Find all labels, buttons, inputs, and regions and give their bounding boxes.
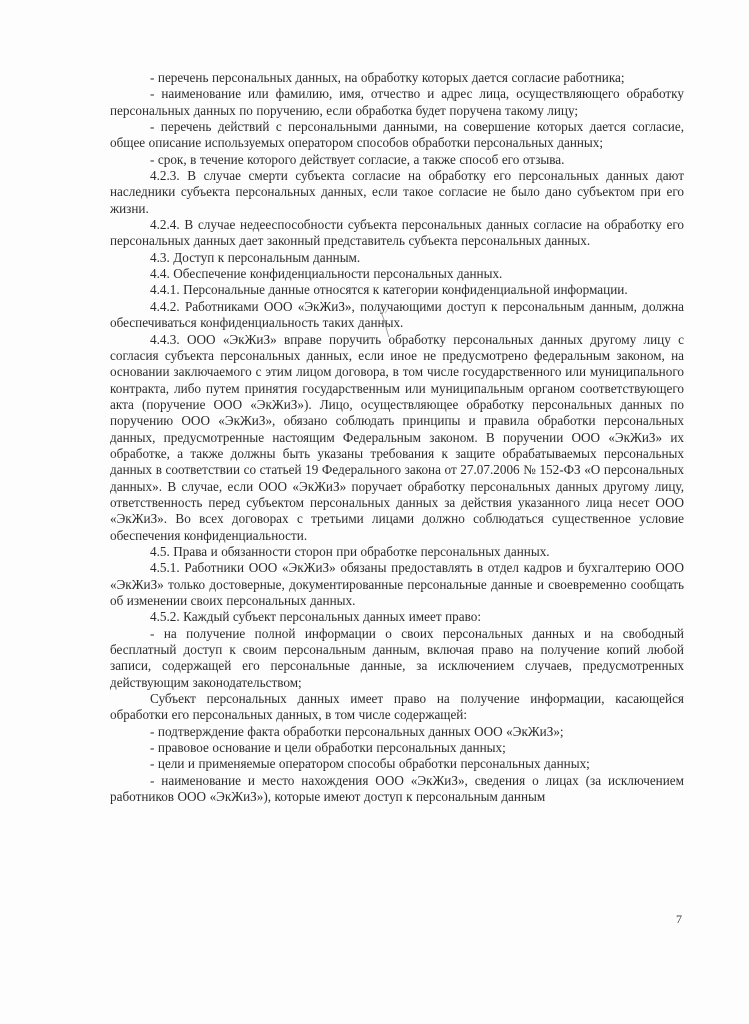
paragraph-list-item: - на получение полной информации о своих персональных данных и на свободный бесплатный доступ к своим персональным данным, включая право на получение копий любой записи, содержащей его персональные данные, за исключением случаев, предусмотренных действующим законодательством; (110, 625, 684, 690)
paragraph-clause: 4.5.2. Каждый субъект персональных данных имеет право: (150, 609, 482, 625)
paragraph-list-item: - наименование или фамилию, имя, отчество и адрес лица, осуществляющего обработку персональных данных по поручению, если обработка будет поручена такому лицу; (110, 86, 684, 118)
paragraph-heading: 4.5. Права и обязанности сторон при обработке персональных данных. (150, 543, 550, 559)
paragraph-list-item: - перечень персональных данных, на обработку которых дается согласие работника; (150, 70, 625, 85)
paragraph-clause: 4.5.1. Работники ООО «ЭкЖиЗ» обязаны предоставлять в отдел кадров и бухгалтерию ООО «ЭкЖиЗ» только достоверные, документированные персональные данные и своевременно сообщать об изменении своих персональных данных. (110, 560, 684, 608)
paragraph-clause: 4.4.1. Персональные данные относятся к категории конфиденциальной информации. (150, 282, 628, 298)
paragraph-clause: 4.4.3. ООО «ЭкЖиЗ» вправе поручить обработку персональных данных другому лицу с согласия субъекта персональных данных, если иное не предусмотрено федеральным законом, на основании заключаемого с этим лицом договора, в том числе государственного или муниципального контракта, либо путем принятия государственным или муниципальным органом соответствующего акта (поручение ООО «ЭкЖиЗ»). Лицо, осуществляющее обработку персональных данных по поручению ООО «ЭкЖиЗ», обязано соблюдать принципы и правила обработки персональных данных, предусмотренные настоящим Федеральным законом. В поручении ООО «ЭкЖиЗ» их обработке, а также должны быть указаны требования к защите обрабатываемых персональных данных в соответствии со статьей 19 Федерального закона от 27.07.2006 № 152-ФЗ «О персональных данных». В случае, если ООО «ЭкЖиЗ» поручает обработку персональных данных другому лицу, ответственность перед субъектом персональных данных за действия указанного лица несет ООО «ЭкЖиЗ». Во всех договорах с третьими лицами должно соблюдаться существенное условие обеспечения конфиденциальности. (110, 331, 684, 543)
paragraph-clause: Субъект персональных данных имеет право на получение информации, касающейся обработки его персональных данных, в том числе содержащей: (110, 691, 684, 723)
paragraph-list-item: - перечень действий с персональными данными, на совершение которых дается согласие, общее описание используемых оператором способов обработки персональных данных; (110, 119, 684, 151)
paragraph-heading: 4.3. Доступ к персональным данным. (150, 249, 361, 265)
paragraph-list-item: - наименование и место нахождения ООО «ЭкЖиЗ», сведения о лицах (за исключением работников ООО «ЭкЖиЗ»), которые имеют доступ к персональным данным (110, 772, 684, 805)
page-number: 7 (676, 912, 682, 926)
paragraph-list-item: - цели и применяемые оператором способы обработки персональных данных; (150, 756, 590, 772)
paragraph-clause: 4.2.4. В случае недееспособности субъекта персональных данных согласие на обработку его персональных данных дает законный представитель субъекта персональных данных. (110, 217, 684, 249)
paragraph-heading: 4.4. Обеспечение конфиденциальности персональных данных. (150, 266, 503, 282)
paragraph-clause: 4.2.3. В случае смерти субъекта согласие на обработку его персональных данных дают наследники субъекта персональных данных, если такое согласие не было дано субъектом при его жизни. (110, 168, 684, 216)
document-body (110, 70, 684, 805)
paragraph-clause: 4.4.2. Работниками ООО «ЭкЖиЗ», получающими доступ к персональным данным, должна обеспечиваться конфиденциальность таких данных. (110, 298, 684, 331)
paragraph-list-item: - подтверждение факта обработки персональных данных ООО «ЭкЖиЗ»; (150, 723, 564, 739)
pen-mark-icon (376, 305, 392, 339)
paragraph-list-item: - правовое основание и цели обработки персональных данных; (150, 740, 506, 756)
paragraph-list-item: - срок, в течение которого действует согласие, а также способ его отзыва. (150, 151, 565, 167)
